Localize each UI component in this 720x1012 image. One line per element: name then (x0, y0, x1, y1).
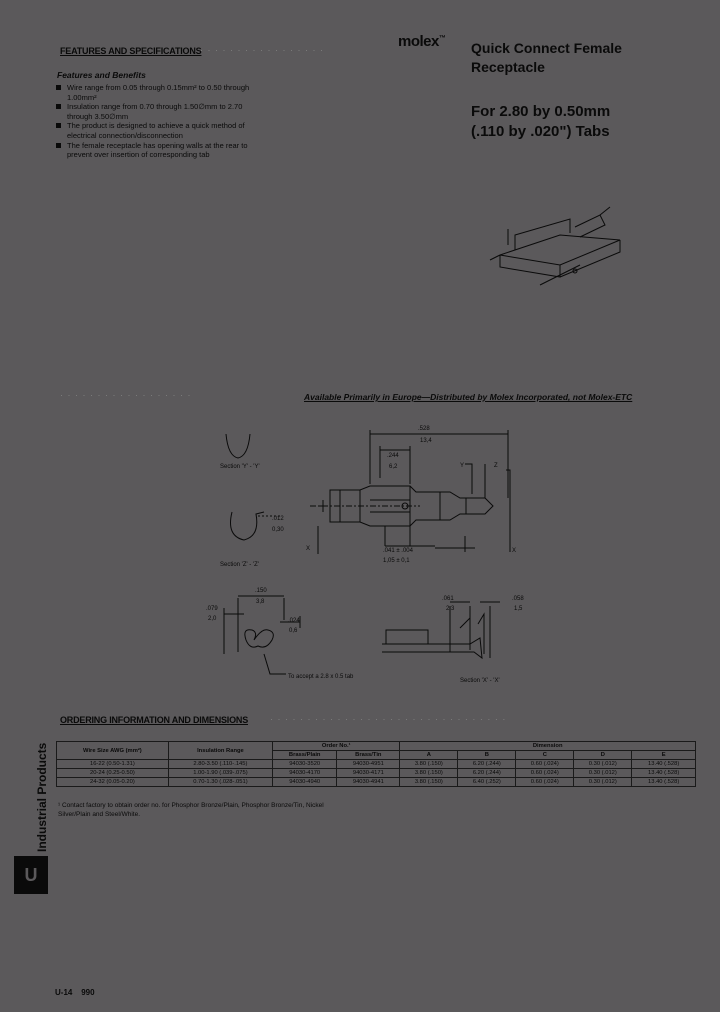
dim-62: 6,2 (389, 464, 398, 470)
table-cell: 94030-4951 (337, 760, 400, 769)
table-cell: 2.80-3.50 (.110-.145) (168, 760, 272, 769)
label-x-right: X (512, 548, 517, 554)
dim-528: .528 (418, 426, 430, 432)
table-cell: 3.80 (.150) (400, 778, 458, 787)
table-cell: 0.30 (.012) (574, 778, 632, 787)
table-cell: 0.60 (.024) (516, 760, 574, 769)
col-brass-plain: Brass/Plain (273, 751, 337, 760)
product-subtitle: For 2.80 by 0.50mm (.110 by .020") Tabs (471, 103, 611, 140)
dim-079: .079 (206, 606, 218, 612)
ordering-footnote: ¹ Contact factory to obtain order no. for Phosphor Bronze/Plain, Phosphor Bronze/Tin, Nickel Silver/Plain and Steel/White. (58, 802, 324, 818)
section-x-label: Section 'X' - 'X' (460, 678, 500, 684)
col-dimension: Dimension (400, 742, 696, 751)
label-x-left: X (306, 546, 311, 552)
heading-rule: · · · · · · · · · · · · · · · · · (200, 45, 324, 55)
availability-rule: · · · · · · · · · · · · · · · · · · (60, 390, 192, 400)
ordering-table (56, 741, 696, 787)
dim-041: .041 ± .004 (383, 548, 413, 554)
dim-134: 13,4 (420, 438, 432, 444)
table-cell: 6.20 (.244) (458, 760, 516, 769)
col-e: E (632, 751, 696, 760)
technical-drawing (206, 418, 540, 688)
dim-024: .024 (288, 618, 300, 624)
receptacle-illustration (480, 205, 640, 295)
dim-23: 2,3 (446, 606, 455, 612)
col-insulation: Insulation Range (168, 742, 272, 760)
section-z-label: Section 'Z' - 'Z' (220, 562, 259, 568)
table-cell: 13.40 (.528) (632, 778, 696, 787)
dim-105: 1,05 ± 0,1 (383, 558, 410, 564)
page-footer: U-14 990 (55, 988, 95, 997)
molex-logo: molex™ (398, 33, 446, 50)
side-tab-label: Industrial Products (35, 742, 49, 852)
side-tab-letter: U (14, 856, 48, 894)
availability-note: Available Primarily in Europe—Distributed by Molex Incorporated, not Molex-ETC (304, 392, 633, 402)
accepts-note: To accept a 2.8 x 0.5 tab (288, 674, 354, 680)
section-x-profile (245, 630, 273, 647)
table-cell: 0.30 (.012) (574, 760, 632, 769)
table-cell: 0.60 (.024) (516, 778, 574, 787)
dim-058: .058 (512, 596, 524, 602)
features-section-heading: FEATURES AND SPECIFICATIONS (60, 46, 202, 56)
section-y-label: Section 'Y' - 'Y' (220, 464, 260, 470)
table-cell: 16-22 (0.50-1.31) (57, 760, 169, 769)
table-cell: 94030-4940 (273, 778, 337, 787)
col-d: D (574, 751, 632, 760)
dim-030: 0,30 (272, 527, 284, 533)
table-cell: 94030-4170 (273, 769, 337, 778)
label-z: Z (494, 463, 498, 469)
features-list (54, 83, 254, 160)
dim-20: 2,0 (208, 616, 217, 622)
table-cell: 13.40 (.528) (632, 760, 696, 769)
table-cell: 94030-3520 (273, 760, 337, 769)
dim-244: .244 (387, 453, 399, 459)
table-row (57, 760, 696, 769)
table-row (57, 778, 696, 787)
list-item: The female receptacle has opening walls at the rear to prevent over insertion of corresponding tab (54, 141, 254, 160)
table-cell: 94030-4941 (337, 778, 400, 787)
table-cell: 1.00-1.90 (.039-.075) (168, 769, 272, 778)
label-y: Y (460, 463, 465, 469)
product-title: Quick Connect Female Receptacle (471, 40, 622, 75)
table-cell: 94030-4171 (337, 769, 400, 778)
table-cell: 6.40 (.252) (458, 778, 516, 787)
col-wire-size: Wire Size AWG (mm²) (57, 742, 169, 760)
dim-15: 1,5 (514, 606, 523, 612)
table-cell: 3.80 (.150) (400, 769, 458, 778)
col-a: A (400, 751, 458, 760)
table-row (57, 769, 696, 778)
section-y-profile (226, 434, 250, 458)
table-cell: 6.20 (.244) (458, 769, 516, 778)
list-item: Insulation range from 0.70 through 1.50∅mm to 2.70 through 3.50∅mm (54, 102, 254, 121)
dim-150: .150 (255, 588, 267, 594)
col-brass-tin: Brass/Tin (337, 751, 400, 760)
table-cell: 20-24 (0.25-0.50) (57, 769, 169, 778)
features-title: Features and Benefits (57, 70, 146, 80)
ordering-section-heading: ORDERING INFORMATION AND DIMENSIONS (60, 715, 248, 725)
table-cell: 0.70-1.30 (.028-.051) (168, 778, 272, 787)
table-cell: 13.40 (.528) (632, 769, 696, 778)
table-cell: 24-32 (0.05-0.20) (57, 778, 169, 787)
ordering-rule: · · · · · · · · · · · · · · · · · · · · · · · · · · · · · · · · (270, 714, 507, 724)
dim-38: 3,8 (256, 599, 265, 605)
list-item: Wire range from 0.05 through 0.15mm² to 0.50 through 1.00mm² (54, 83, 254, 102)
dim-06: 0,6 (289, 628, 298, 634)
col-order-no: Order No.¹ (273, 742, 400, 751)
dim-061: .061 (442, 596, 454, 602)
dim-012: .012 (272, 516, 284, 522)
col-b: B (458, 751, 516, 760)
col-c: C (516, 751, 574, 760)
list-item: The product is designed to achieve a quick method of electrical connection/disconnection (54, 121, 254, 140)
table-cell: 0.30 (.012) (574, 769, 632, 778)
table-cell: 0.60 (.024) (516, 769, 574, 778)
table-cell: 3.80 (.150) (400, 760, 458, 769)
